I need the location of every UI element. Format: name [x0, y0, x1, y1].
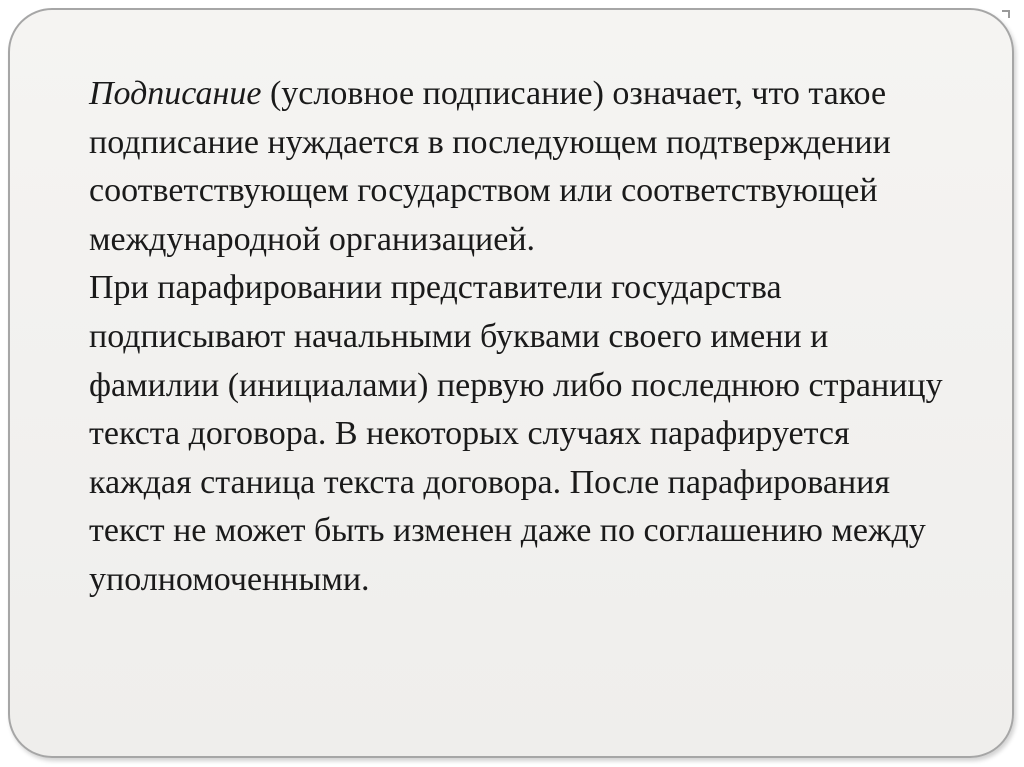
paragraph-signing-text: (условное подписание) означает, что такое подписание нуждается в последующем подтверждении соответствующем государством или соответствующей международной организацией. [89, 75, 891, 258]
paragraph-initialing: При парафировании представители государства подписывают начальными буквами своего имени и фамилии (инициалами) первую либо последнюю страницу текста договора. В некоторых случаях парафируется каждая станица текста договора. После парафирования текст не может быть изменен даже по соглашению между уполномоченными. [89, 269, 943, 598]
corner-bracket-icon [1002, 10, 1010, 18]
paragraph-signing [89, 70, 949, 264]
slide-text [89, 70, 949, 605]
term-signing: Подписание [89, 75, 262, 112]
